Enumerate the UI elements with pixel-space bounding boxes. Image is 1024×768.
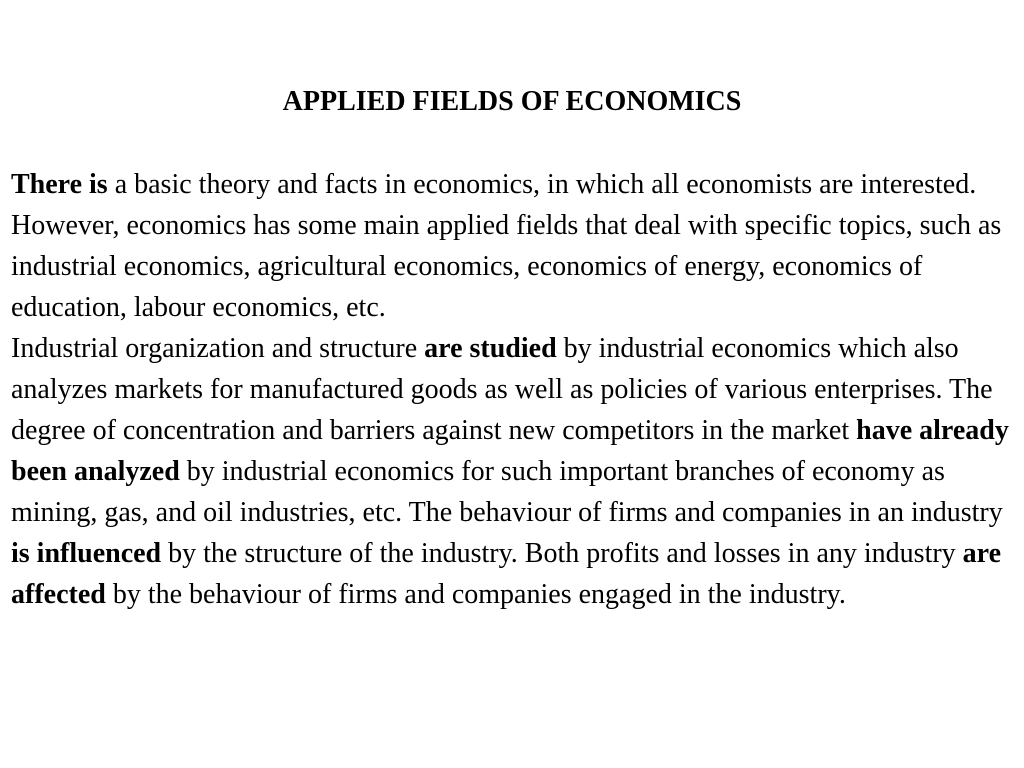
slide-title: APPLIED FIELDS OF ECONOMICS xyxy=(282,86,742,117)
paragraph-2-text-2: by industrial economics which also analyzes markets for manufactured goods as well as policies of various enterprises. The degree of concentration and barriers against new competitors in the market xyxy=(11,333,993,446)
bold-phrase-have-already-been-analyzed: have already been analyzed xyxy=(11,415,1009,487)
paragraph-2-text-3: by industrial economics for such important branches of economy as mining, gas, and oil industries, etc. The behaviour of firms and companies in an industry xyxy=(11,456,1003,528)
bold-phrase-there-is: There is xyxy=(11,169,108,200)
paragraph-2-text-4: by the structure of the industry. Both profits and losses in any industry xyxy=(161,538,963,569)
paragraph-1-text: a basic theory and facts in economics, in which all economists are interested. However, economics has some main applied fields that deal with specific topics, such as industrial economics, agricultural economics, economics of energy, economics of education, labour economics, etc. xyxy=(11,169,1002,323)
paragraph-2 xyxy=(11,328,1017,615)
slide-body xyxy=(11,164,1017,615)
paragraph-2-text-1: Industrial organization and structure xyxy=(11,333,425,364)
bold-phrase-is-influenced: is influenced xyxy=(11,538,162,569)
bold-phrase-are-studied: are studied xyxy=(424,333,557,364)
bold-phrase-are-affected: are affected xyxy=(11,538,1002,610)
paragraph-2-text-5: by the behaviour of firms and companies engaged in the industry. xyxy=(105,579,846,610)
paragraph-1 xyxy=(11,164,1017,328)
